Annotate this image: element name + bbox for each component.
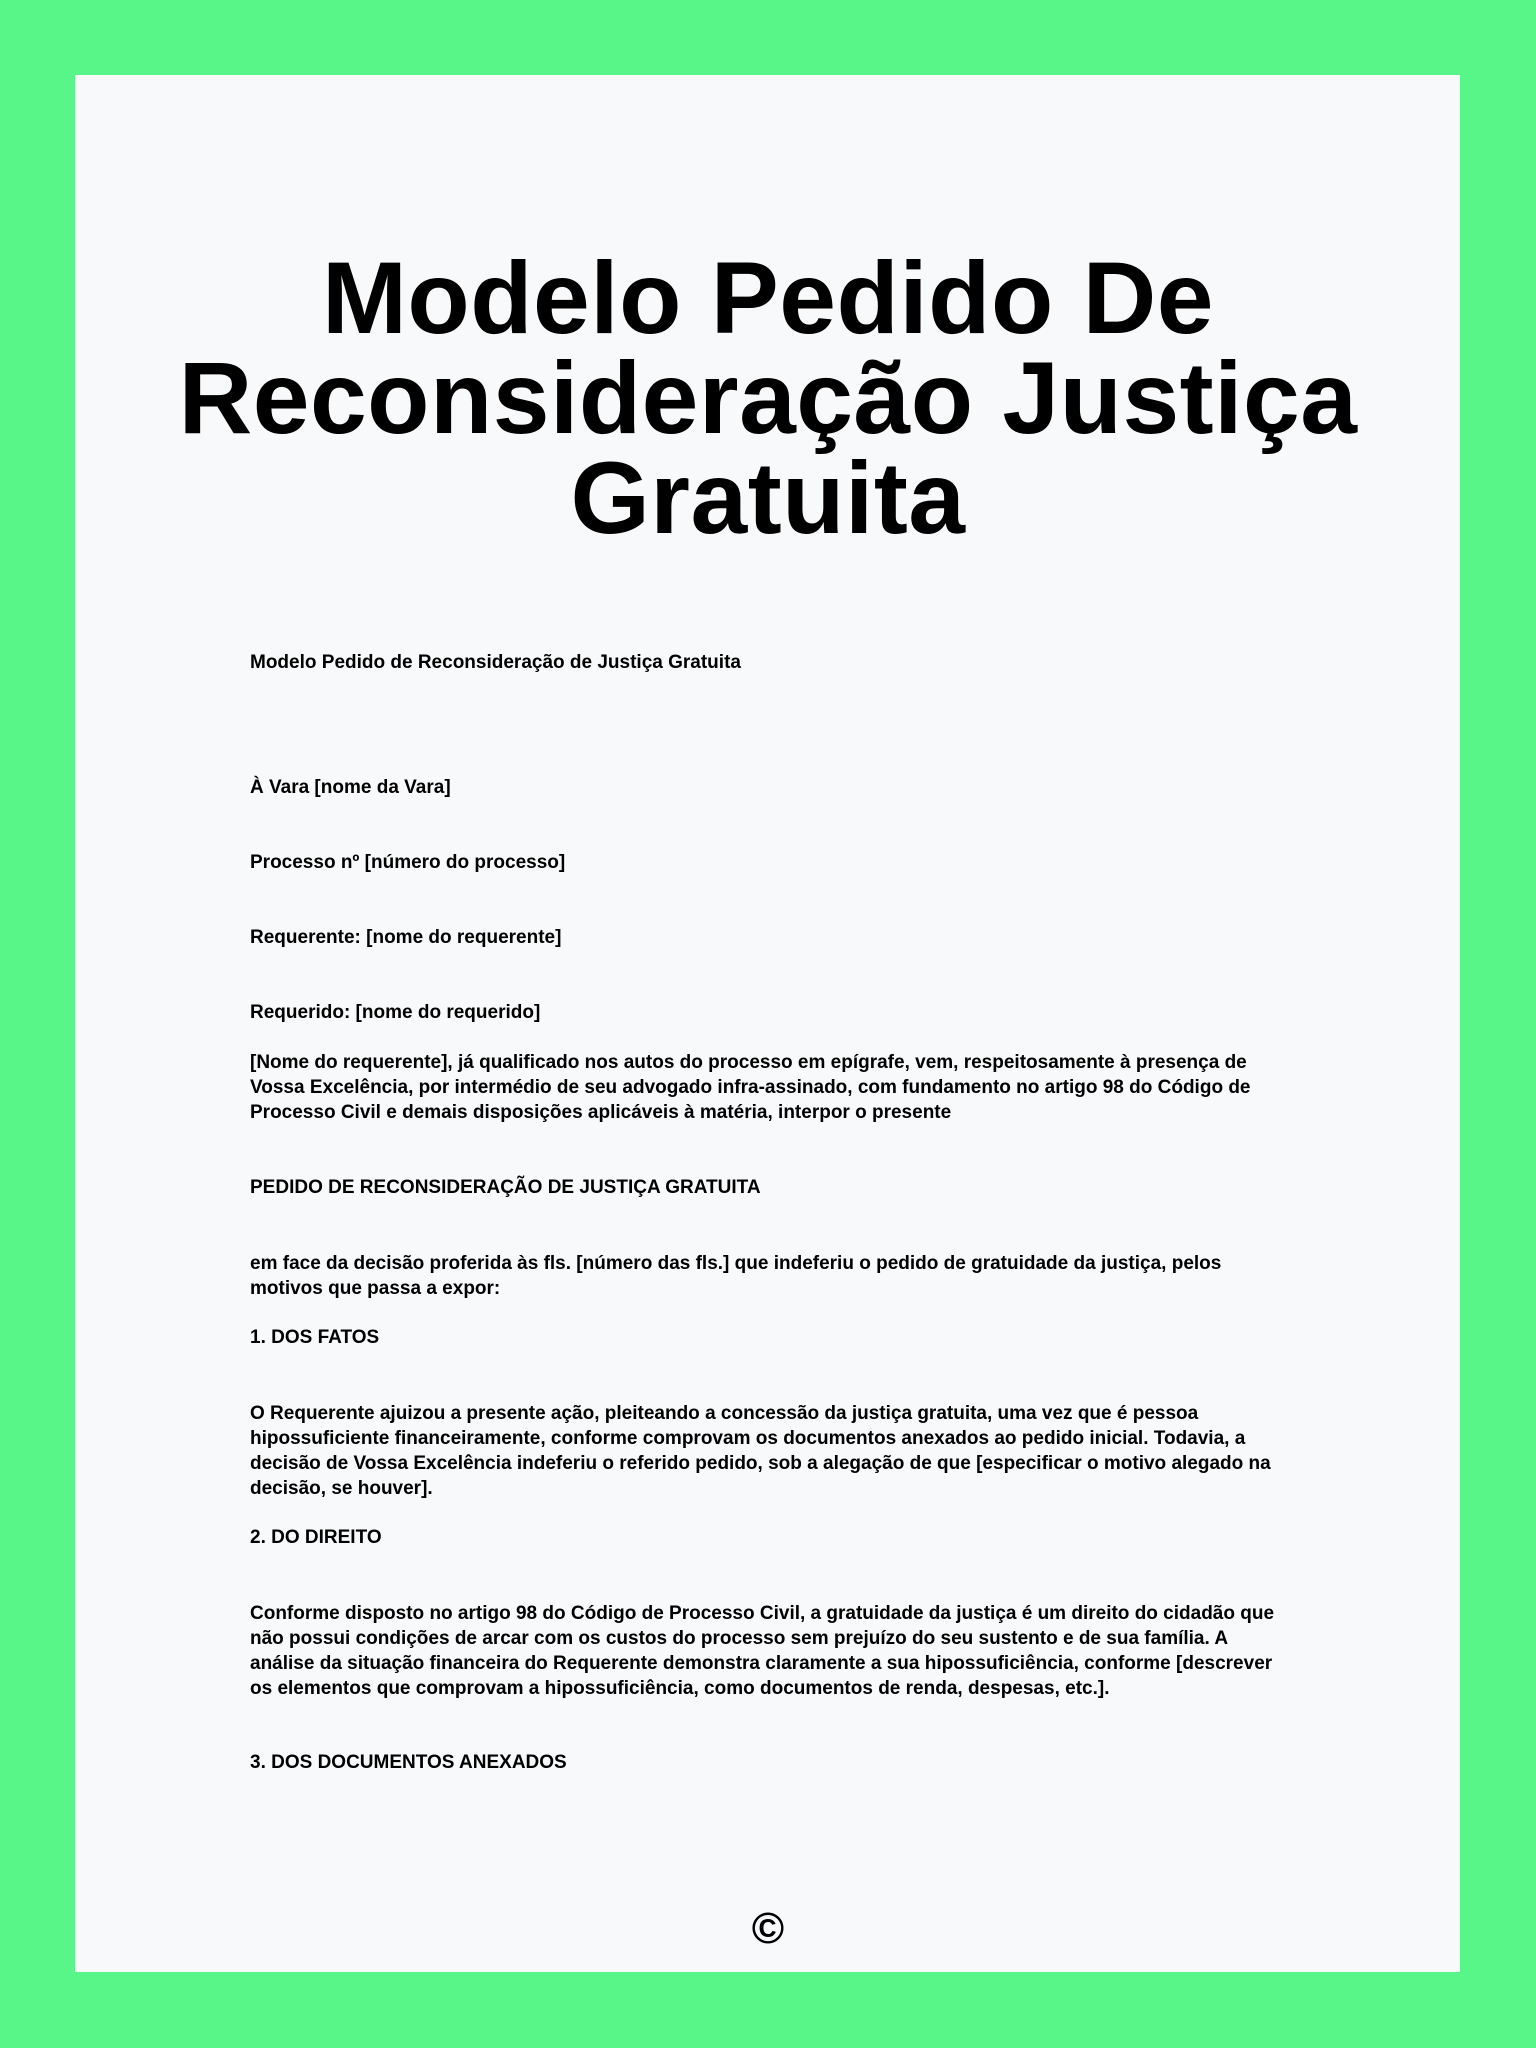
section-heading-direito: 2. DO DIREITO bbox=[250, 1527, 382, 1548]
face-paragraph: em face da decisão proferida às fls. [número das fls.] que indeferiu o pedido de gratuidade da justiça, pelos motivos que passa a expor: bbox=[250, 1253, 1222, 1299]
copyright-icon: © bbox=[751, 1904, 785, 1953]
document-subtitle: Modelo Pedido de Reconsideração de Justiça Gratuita bbox=[250, 652, 741, 673]
fatos-paragraph: O Requerente ajuizou a presente ação, pleiteando a concessão da justiça gratuita, uma vez que é pessoa hipossuficiente financeiramente, conforme comprovam os documentos anexados ao pedido inicial. Todavia, a decisão de Vossa Excelência indeferiu o referido pedido, sob a alegação de que [especificar o motivo alegado na decisão, se houver]. bbox=[250, 1403, 1271, 1499]
petition-heading: PEDIDO DE RECONSIDERAÇÃO DE JUSTIÇA GRATUITA bbox=[250, 1177, 761, 1198]
direito-paragraph: Conforme disposto no artigo 98 do Código de Processo Civil, a gratuidade da justiça é um direito do cidadão que não possui condições de arcar com os custos do processo sem prejuízo do seu sustento e de sua família. A análise da situação financeira do Requerente demonstra claramente a sua hipossuficiência, conforme [descrever os elementos que comprovam a hipossuficiência, como documentos de renda, despesas, etc.]. bbox=[250, 1603, 1275, 1699]
section-heading-fatos: 1. DOS FATOS bbox=[250, 1327, 380, 1348]
title-line: Gratuita bbox=[570, 441, 966, 555]
title-line: Reconsideração Justiça bbox=[178, 341, 1358, 455]
page-title bbox=[0, 241, 1536, 555]
title-line: Modelo Pedido De bbox=[321, 241, 1215, 355]
requerido-line: Requerido: [nome do requerido] bbox=[250, 1002, 541, 1023]
section-heading-documentos: 3. DOS DOCUMENTOS ANEXADOS bbox=[250, 1752, 567, 1773]
vara-line: À Vara [nome da Vara] bbox=[250, 777, 451, 798]
requerente-line: Requerente: [nome do requerente] bbox=[250, 927, 562, 948]
processo-line: Processo nº [número do processo] bbox=[250, 852, 566, 873]
intro-paragraph: [Nome do requerente], já qualificado nos autos do processo em epígrafe, vem, respeitosamente à presença de Vossa Excelência, por intermédio de seu advogado infra-assinado, com fundamento no artigo 98 do Código de Processo Civil e demais disposições aplicáveis à matéria, interpor o presente bbox=[250, 1052, 1251, 1123]
